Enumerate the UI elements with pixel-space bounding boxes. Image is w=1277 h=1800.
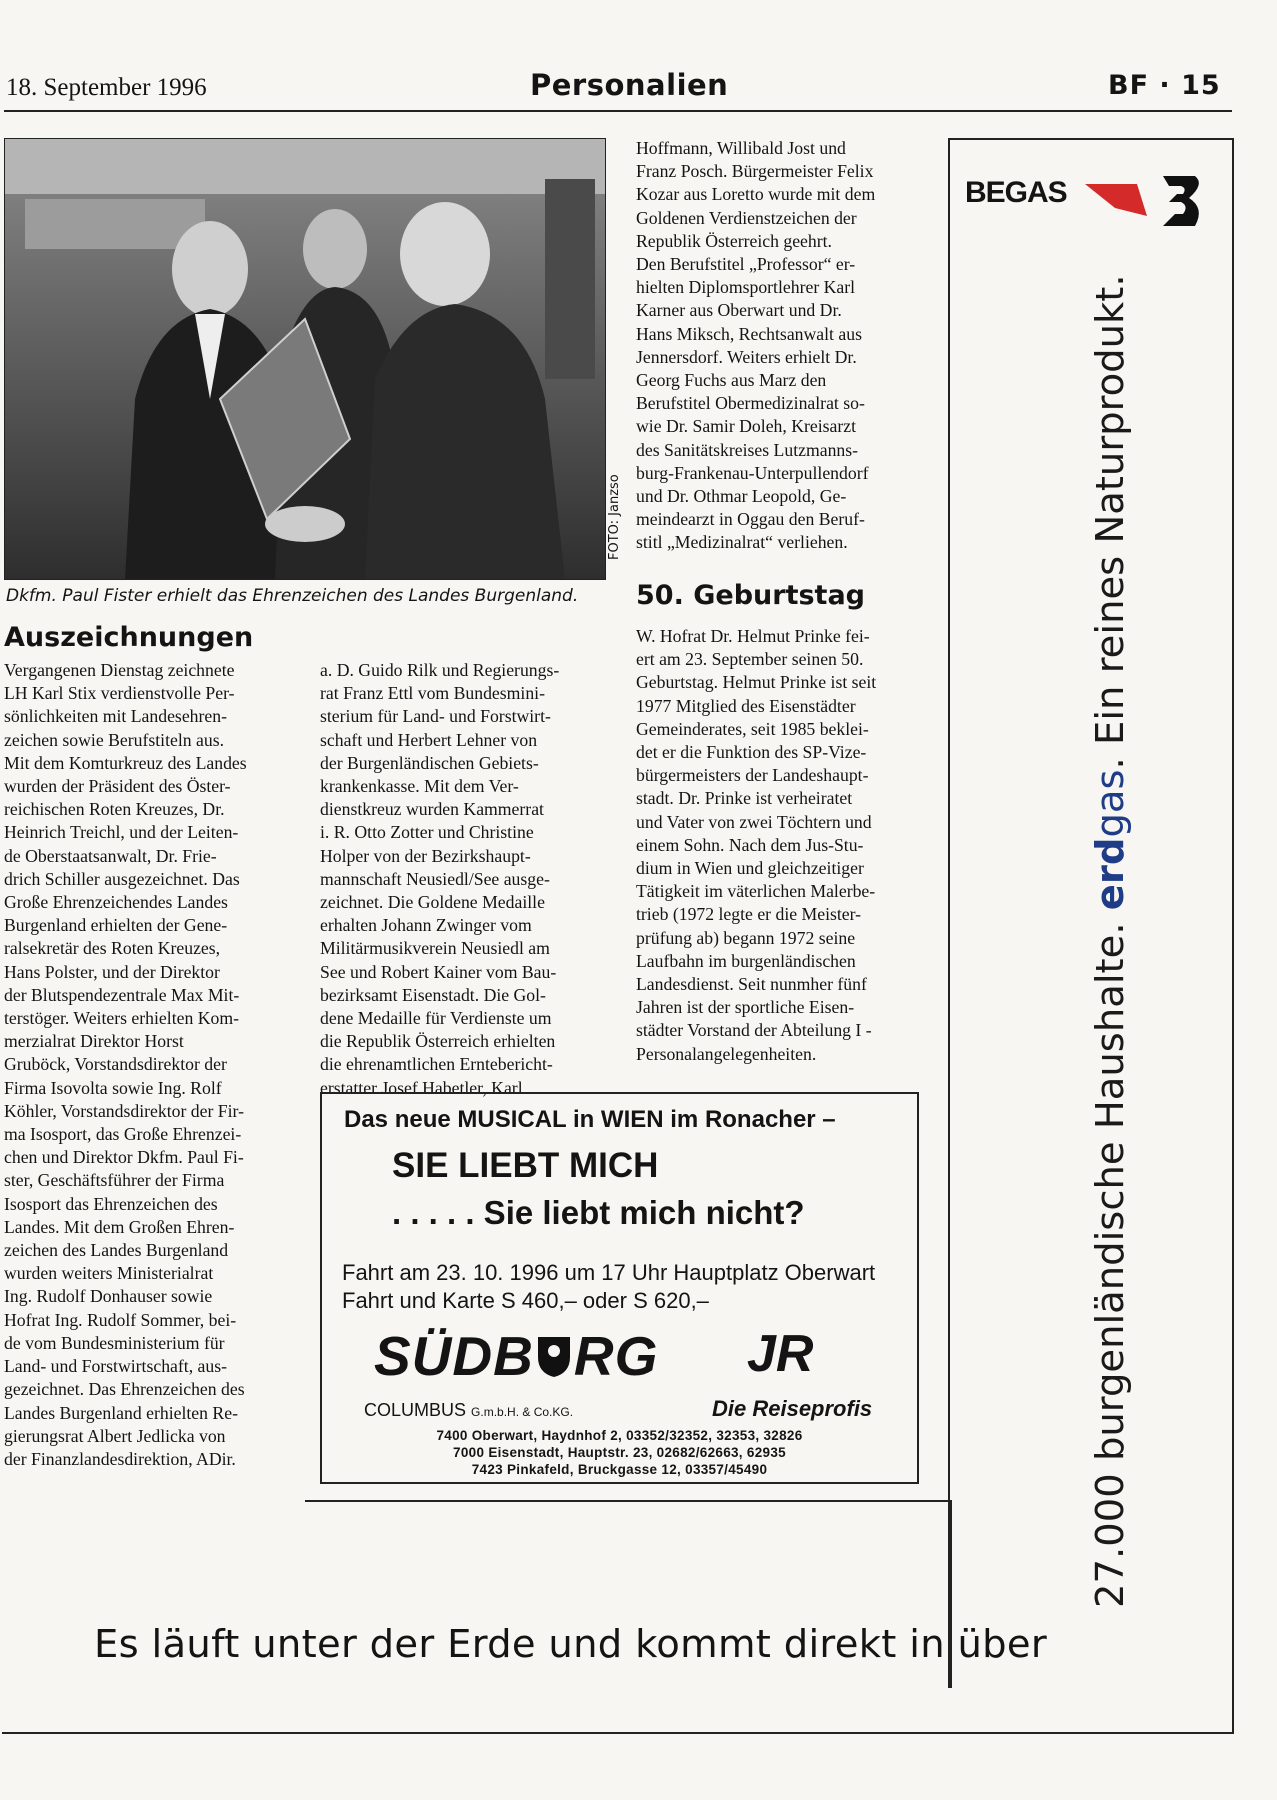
text-line: mannschaft Neusiedl/See ausge- [320, 868, 550, 889]
issue-date: 18. September 1996 [6, 74, 207, 101]
award-photo [4, 138, 606, 580]
text-line: zeichen sowie Berufstiteln aus. [4, 729, 225, 750]
text-line: Georg Fuchs aus Marz den [636, 370, 827, 391]
text-line: chen und Direktor Dkfm. Paul Fi- [4, 1147, 244, 1168]
text-line: sterium für Land- und Forstwirt- [320, 706, 551, 727]
text-line: krankenkasse. Mit dem Ver- [320, 776, 519, 797]
text-line: Franz Posch. Bürgermeister Felix [636, 161, 874, 182]
text-line: hielten Diplomsportlehrer Karl [636, 277, 856, 298]
logo-text-right: RG [573, 1325, 659, 1387]
text-line: Jennersdorf. Weiters erhielt Dr. [636, 346, 857, 367]
slogan-prefix: 27.000 burgenländische Haushalte. [1088, 910, 1133, 1608]
text-line: W. Hofrat Dr. Helmut Prinke fei- [636, 626, 870, 646]
text-line: stadt. Dr. Prinke ist verheiratet [636, 788, 853, 809]
ad-subtitle: . . . . . Sie liebt mich nicht? [392, 1194, 805, 1231]
address-line: 7000 Eisenstadt, Hauptstr. 23, 02682/62663, 62935 [453, 1445, 786, 1460]
text-line: Mit dem Komturkreuz des Landes [4, 752, 247, 773]
text-line: det er die Funktion des SP-Vize- [636, 742, 867, 763]
text-line: Den Berufstitel „Professor“ er- [636, 254, 856, 275]
section-title: Personalien [530, 68, 729, 102]
text-line: der Blutspendezentrale Max Mit- [4, 984, 240, 1005]
text-line: zeichnet. Die Goldene Medaille [320, 892, 545, 913]
text-line: bezirksamt Eisenstadt. Die Gol- [320, 984, 546, 1005]
slogan-erd: erd [1088, 837, 1133, 911]
page-number: BF · 15 [1108, 70, 1221, 101]
text-line: wie Dr. Samir Doleh, Kreisarzt [636, 416, 857, 437]
address-line: 7400 Oberwart, Haydnhof 2, 03352/32352, 32353, 32826 [436, 1428, 803, 1443]
text-line: Jahren ist der sportliche Eisen- [636, 997, 855, 1018]
text-line: dienstkreuz wurden Kammerrat [320, 799, 544, 820]
text-line: und Vater von zwei Töchtern und [636, 811, 872, 832]
ad-tagline: Die Reiseprofis [712, 1396, 873, 1421]
article-heading: Auszeichnungen [4, 622, 254, 653]
text-line: ma Isosport, das Große Ehrenzei- [4, 1124, 242, 1145]
address-line: 7423 Pinkafeld, Bruckgasse 12, 03357/45490 [471, 1462, 768, 1477]
article-column-2 [320, 659, 605, 1100]
text-line: 1977 Mitglied des Eisenstädter [636, 695, 856, 716]
text-line: die ehrenamtlichen Erntebericht- [320, 1054, 553, 1075]
header-rule [4, 110, 1232, 112]
text-line: wurden der Präsident des Öster- [4, 776, 231, 797]
ad-headline: Das neue MUSICAL in WIEN im Ronacher – [344, 1106, 836, 1133]
birthday-article [636, 625, 920, 1066]
text-line: erhalten Johann Zwinger vom [320, 915, 532, 936]
text-line: Goldenen Verdienstzeichen der [636, 207, 857, 228]
text-line: drich Schiller ausgezeichnet. Das [4, 868, 240, 889]
begas-bottom-slogan: Es läuft unter der Erde und kommt direkt in über [94, 1622, 1048, 1667]
text-line: Land- und Forstwirtschaft, aus- [4, 1356, 228, 1377]
text-line: a. D. Guido Rilk und Regierungs- [320, 660, 560, 680]
text-line: Hoffmann, Willibald Jost und [636, 138, 846, 158]
text-line: LH Karl Stix verdienstvolle Per- [4, 683, 235, 704]
text-line: Große Ehrenzeichendes Landes [4, 892, 228, 913]
text-line: des Sanitätskreises Lutzmanns- [636, 439, 859, 460]
text-line: Firma Isovolta sowie Ing. Rolf [4, 1077, 222, 1098]
text-line: sönlichkeiten mit Landesehren- [4, 706, 227, 727]
ad-frame [1232, 138, 1234, 1734]
columbus-legal-form: G.m.b.H. & Co.KG. [471, 1405, 574, 1419]
ad-frame [948, 138, 950, 1688]
text-line: Berufstitel Obermedizinalrat so- [636, 393, 865, 414]
text-line: trieb (1972 legte er die Meister- [636, 904, 862, 925]
text-line: Hofrat Ing. Rudolf Sommer, bei- [4, 1309, 237, 1330]
text-line: Heinrich Treichl, und der Leiten- [4, 822, 239, 843]
ad-frame [2, 1732, 1234, 1734]
text-line: Geburtstag. Helmut Prinke ist seit [636, 672, 877, 693]
text-line: merzialrat Direktor Horst [4, 1031, 184, 1052]
text-line: rat Franz Ettl vom Bundesmini- [320, 683, 545, 704]
begas-logo [965, 176, 1067, 210]
text-line: schaft und Herbert Lehner von [320, 729, 538, 750]
text-line: Landes. Mit dem Großen Ehren- [4, 1216, 235, 1237]
text-line: der Burgenländischen Gebiets- [320, 752, 539, 773]
suedburg-logo [374, 1324, 658, 1388]
text-line: einem Sohn. Nach dem Jus-Stu- [636, 834, 864, 855]
text-line: wurden weiters Ministerialrat [4, 1263, 214, 1284]
text-line: de vom Bundesministerium für [4, 1332, 225, 1353]
text-line: ert am 23. September seinen 50. [636, 649, 864, 670]
text-line: dene Medaille für Verdienste um [320, 1008, 552, 1029]
text-line: Burgenland erhielten der Gene- [4, 915, 228, 936]
text-line: terstöger. Weiters erhielten Kom- [4, 1008, 239, 1029]
text-line: See und Robert Kainer vom Bau- [320, 961, 557, 982]
slogan-gas: gas [1088, 769, 1133, 838]
text-line: i. R. Otto Zotter und Christine [320, 822, 534, 843]
begas-mark-icon [1085, 176, 1205, 246]
text-line: meindearzt in Oggau den Beruf- [636, 509, 865, 530]
text-line: Hans Polster, und der Direktor [4, 961, 220, 982]
slogan-suffix: . Ein reines Naturprodukt. [1088, 274, 1133, 770]
text-line: Personalangelegenheiten. [636, 1043, 817, 1064]
text-line: Karner aus Oberwart und Dr. [636, 300, 842, 321]
text-line: Gruböck, Vorstandsdirektor der [4, 1054, 227, 1075]
text-line: Vergangenen Dienstag zeichnete [4, 660, 235, 680]
text-line: stitl „Medizinalrat“ verliehen. [636, 532, 848, 553]
text-line: dium in Wien und gleichzeitiger [636, 858, 864, 879]
text-line: Ing. Rudolf Donhauser sowie [4, 1286, 213, 1307]
text-line: und Dr. Othmar Leopold, Ge- [636, 486, 847, 507]
text-line: erstatter Josef Habetler, Karl [320, 1077, 523, 1098]
logo-text-left: SÜDB [374, 1325, 534, 1387]
text-line: der Finanzlandesdirektion, ADir. [4, 1448, 236, 1469]
text-line: prüfung ab) begann 1972 seine [636, 927, 856, 948]
text-line: Köhler, Vorstandsdirektor der Fir- [4, 1100, 244, 1121]
text-line: Isosport das Ehrenzeichen des [4, 1193, 218, 1214]
photo-caption: Dkfm. Paul Fister erhielt das Ehrenzeichen des Landes Burgenland. [6, 586, 579, 606]
ad-title: SIE LIEBT MICH [392, 1146, 659, 1185]
text-line: gierungsrat Albert Jedlicka von [4, 1425, 226, 1446]
ad-frame [305, 1500, 950, 1502]
text-line: Republik Österreich geehrt. [636, 230, 832, 251]
text-line: Laufbahn im burgenländischen [636, 950, 856, 971]
photo-credit: FOTO: Janzso [607, 474, 622, 560]
columbus-name [364, 1400, 573, 1421]
coat-of-arms-icon [534, 1333, 574, 1379]
text-line: zeichen des Landes Burgenland [4, 1240, 229, 1261]
text-line: Militärmusikverein Neusiedl am [320, 938, 550, 959]
ad-frame [948, 138, 1234, 140]
columbus-text: COLUMBUS [364, 1400, 467, 1420]
text-line: Hans Miksch, Rechtsanwalt aus [636, 323, 862, 344]
text-line: gezeichnet. Das Ehrenzeichen des [4, 1379, 245, 1400]
jr-logo: JR [747, 1325, 814, 1383]
ad-trip-date: Fahrt am 23. 10. 1996 um 17 Uhr Hauptplatz Oberwart [342, 1260, 876, 1285]
birthday-heading: 50. Geburtstag [636, 580, 865, 611]
text-line: Landes Burgenland erhielten Re- [4, 1402, 238, 1423]
text-line: Tätigkeit im väterlichen Malerbe- [636, 881, 876, 902]
ad-trip-price: Fahrt und Karte S 460,– oder S 620,– [342, 1288, 709, 1313]
article-column-3 [636, 137, 920, 555]
text-line: Gemeinderates, seit 1985 beklei- [636, 718, 869, 739]
text-line: burg-Frankenau-Unterpullendorf [636, 462, 869, 483]
text-line: städter Vorstand der Abteilung I - [636, 1020, 872, 1041]
begas-vertical-slogan [1088, 274, 1133, 1608]
text-line: Kozar aus Loretto wurde mit dem [636, 184, 876, 205]
musical-ad [320, 1092, 919, 1484]
text-line: Holper von der Bezirkshaupt- [320, 845, 531, 866]
text-line: die Republik Österreich erhielten [320, 1031, 556, 1052]
text-line: Landesdienst. Seit nunmher fünf [636, 974, 867, 995]
text-line: ralsekretär des Roten Kreuzes, [4, 938, 221, 959]
text-line: de Oberstaatsanwalt, Dr. Frie- [4, 845, 217, 866]
text-line: ster, Geschäftsführer der Firma [4, 1170, 225, 1191]
article-column-1 [4, 659, 288, 1471]
begas-brand: BEGAS [965, 176, 1067, 209]
text-line: bürgermeisters der Landeshaupt- [636, 765, 869, 786]
text-line: reichischen Roten Kreuzes, Dr. [4, 799, 225, 820]
